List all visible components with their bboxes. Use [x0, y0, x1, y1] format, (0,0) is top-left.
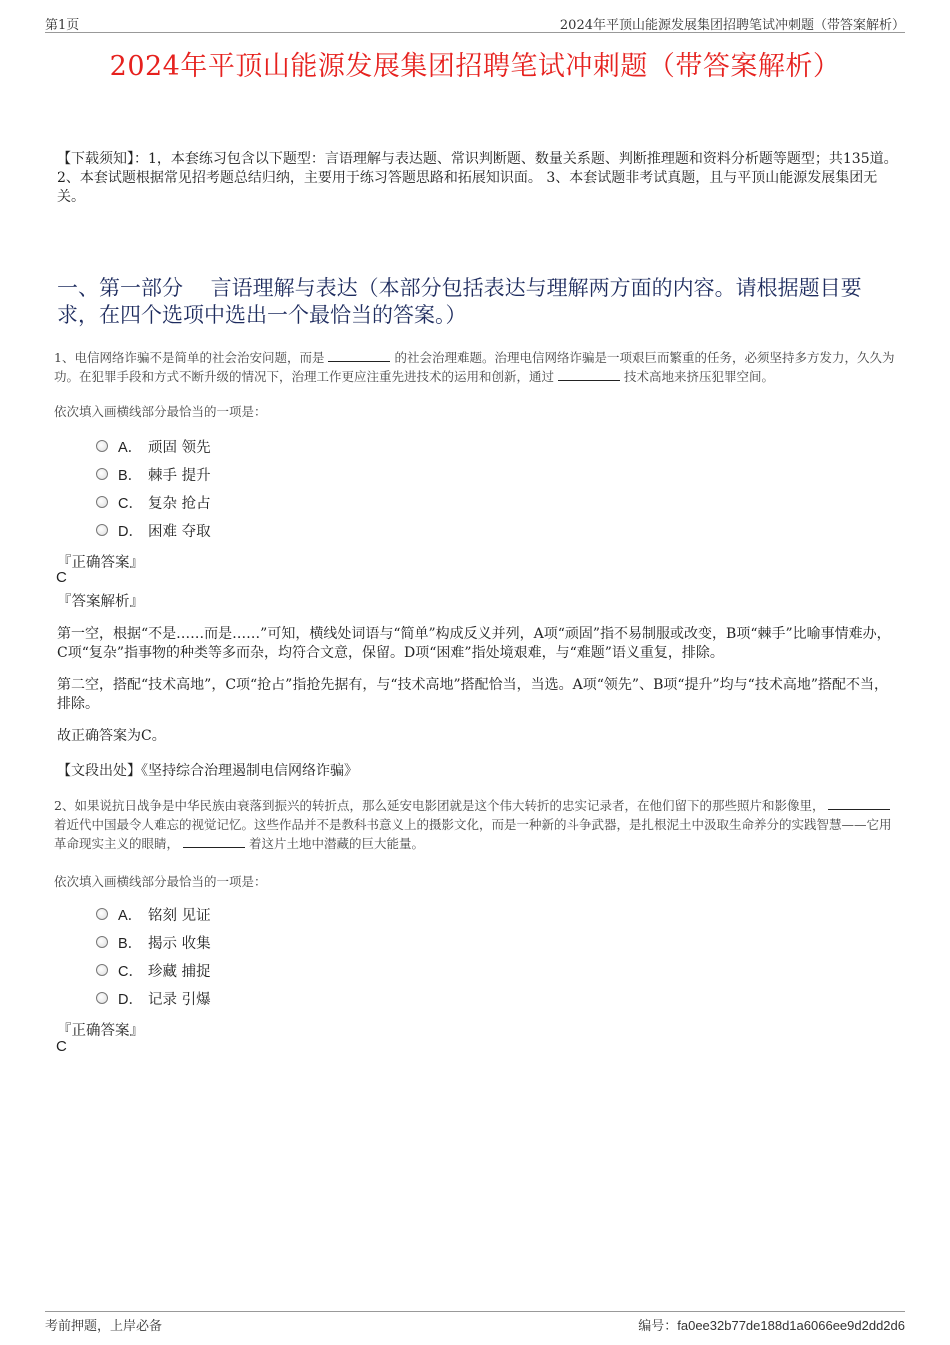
blank: [828, 796, 890, 810]
radio-icon[interactable]: [96, 992, 108, 1004]
option-c[interactable]: C． 珍藏 捕捉: [96, 956, 211, 984]
option-a[interactable]: A． 铭刻 见证: [96, 900, 211, 928]
option-d[interactable]: D． 记录 引爆: [96, 984, 211, 1012]
document-title: 2024年平顶山能源发展集团招聘笔试冲刺题（带答案解析）: [109, 51, 841, 82]
radio-icon[interactable]: [96, 468, 108, 480]
question-2-options: [96, 900, 211, 1012]
question-1-prompt: 依次填入画横线部分最恰当的一项是：: [54, 404, 267, 419]
download-notice: 【下载须知】：1，本套练习包含以下题型：言语理解与表达题、常识判断题、数量关系题、判断推理题和资料分析题等题型；共135道。 2、本套试题根据常见招考题总结归纳，主要用于练习答题思路和拓展知识面。 3、本套试题非考试真题，且与平顶山能源发展集团无关。: [57, 151, 898, 205]
document-code: 编号：fa0ee32b77de188d1a6066ee9d2dd2d6: [638, 1318, 905, 1334]
radio-icon[interactable]: [96, 936, 108, 948]
radio-icon[interactable]: [96, 908, 108, 920]
answer-label: 『正确答案』: [57, 555, 144, 571]
analysis-conclusion: 故正确答案为C。: [57, 728, 166, 744]
radio-icon[interactable]: [96, 964, 108, 976]
option-b[interactable]: B． 揭示 收集: [96, 928, 211, 956]
option-d[interactable]: D． 困难 夺取: [96, 516, 211, 544]
page-header: [45, 14, 905, 33]
question-1-options: [96, 432, 211, 544]
question-1-stem: 1、电信网络诈骗不是简单的社会治安问题，而是 的社会治理难题。治理电信网络诈骗是一项艰巨而繁重的任务，必须坚持多方发力，久久为功。在犯罪手段和方式不断升级的情况下，治理工作更应注重先进技术的运用和创新，通过 技术高地来挤压犯罪空间。: [54, 350, 895, 384]
analysis-label: 『答案解析』: [57, 594, 144, 610]
blank: [183, 834, 245, 848]
header-doc-title: 2024年平顶山能源发展集团招聘笔试冲刺题（带答案解析）: [559, 18, 905, 33]
answer-value: C: [56, 1038, 67, 1055]
radio-icon[interactable]: [96, 524, 108, 536]
question-2-stem: 2、如果说抗日战争是中华民族由衰落到振兴的转折点，那么延安电影团就是这个伟大转折的忠实记录者，在他们留下的那些照片和影像里， 着近代中国最令人难忘的视觉记忆。这些作品并不是教科书意义上的摄影文化，而是一种新的斗争武器，是扎根泥土中汲取生命养分的实践智慧——它用革命现实主义的眼睛， 着这片土地中潜藏的巨大能量。: [54, 798, 892, 851]
analysis-paragraph-1: 第一空，根据“不是……而是……”可知，横线处词语与“简单”构成反义并列，A项“顽固”指不易制服或改变，B项“棘手”比喻事情难办，C项“复杂”指事物的种类等多而杂，均符合文意，保留。D项“困难”指处境艰难，与“难题”语义重复，排除。: [57, 626, 891, 661]
source-citation: 【文段出处】《坚持综合治理遏制电信网络诈骗》: [57, 763, 358, 779]
page-number: 第1页: [45, 18, 80, 33]
answer-label: 『正确答案』: [57, 1023, 144, 1039]
section-heading: 一、第一部分 言语理解与表达（本部分包括表达与理解两方面的内容。请根据题目要求，在四个选项中选出一个最恰当的答案。）: [57, 276, 862, 327]
radio-icon[interactable]: [96, 496, 108, 508]
radio-icon[interactable]: [96, 440, 108, 452]
option-b[interactable]: B． 棘手 提升: [96, 460, 211, 488]
blank: [558, 367, 620, 381]
page-footer: [45, 1311, 905, 1332]
analysis-paragraph-2: 第二空，搭配“技术高地”，C项“抢占”指抢先据有，与“技术高地”搭配恰当，当选。A项“领先”、B项“提升”均与“技术高地”搭配不当，排除。: [57, 677, 888, 712]
answer-value: C: [56, 569, 67, 586]
footer-slogan: 考前押题，上岸必备: [45, 1319, 163, 1334]
blank: [328, 348, 390, 362]
option-a[interactable]: A． 顽固 领先: [96, 432, 211, 460]
option-c[interactable]: C． 复杂 抢占: [96, 488, 211, 516]
question-2-prompt: 依次填入画横线部分最恰当的一项是：: [54, 874, 267, 889]
